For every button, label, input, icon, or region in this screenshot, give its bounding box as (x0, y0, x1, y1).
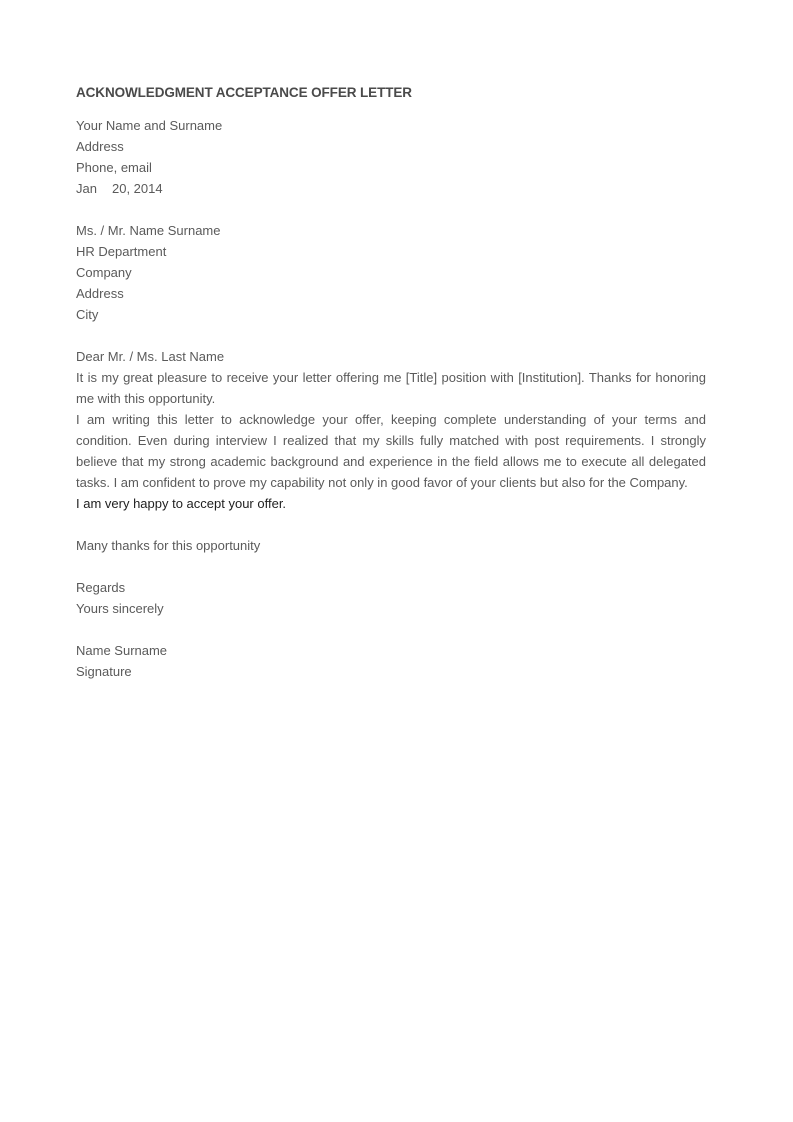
sender-block (76, 115, 706, 199)
signature-label: Signature (76, 664, 132, 679)
body-paragraph-1: It is my great pleasure to receive your letter offering me [Title] position with [Institution]. Thanks for honoring me with this opportunity. (76, 370, 706, 406)
letter-date (76, 178, 706, 199)
spacer (76, 325, 706, 346)
recipient-block (76, 220, 706, 325)
sender-address: Address (76, 139, 124, 154)
recipient-city: City (76, 307, 99, 322)
spacer (76, 619, 706, 640)
acceptance-statement: I am very happy to accept your offer. (76, 496, 287, 511)
letter-title: ACKNOWLEDGMENT ACCEPTANCE OFFER LETTER (76, 85, 412, 100)
recipient-department: HR Department (76, 244, 167, 259)
spacer (76, 199, 706, 220)
recipient-name: Ms. / Mr. Name Surname (76, 223, 221, 238)
sender-contact: Phone, email (76, 160, 152, 175)
body-paragraph-2: I am writing this letter to acknowledge your offer, keeping complete understanding of your terms and condition. Even during interview I realized that my skills fully matched with post requirements. I strongly believe that my strong academic background and experience in the field allows me to execute all delegated tasks. I am confident to prove my capability not only in good favor of your clients but also for the Company. (76, 412, 706, 490)
closing-sincerely: Yours sincerely (76, 601, 164, 616)
signature-name: Name Surname (76, 643, 168, 658)
salutation: Dear Mr. / Ms. Last Name (76, 349, 225, 364)
letter-page (76, 84, 706, 682)
letter-date-day-year: 20, 2014 (112, 181, 163, 196)
recipient-address: Address (76, 286, 124, 301)
closing-regards: Regards (76, 580, 126, 595)
sender-name: Your Name and Surname (76, 118, 223, 133)
recipient-company: Company (76, 265, 132, 280)
spacer (76, 556, 706, 577)
letter-date-month: Jan (76, 181, 97, 196)
spacer (76, 514, 706, 535)
thanks-line: Many thanks for this opportunity (76, 538, 261, 553)
